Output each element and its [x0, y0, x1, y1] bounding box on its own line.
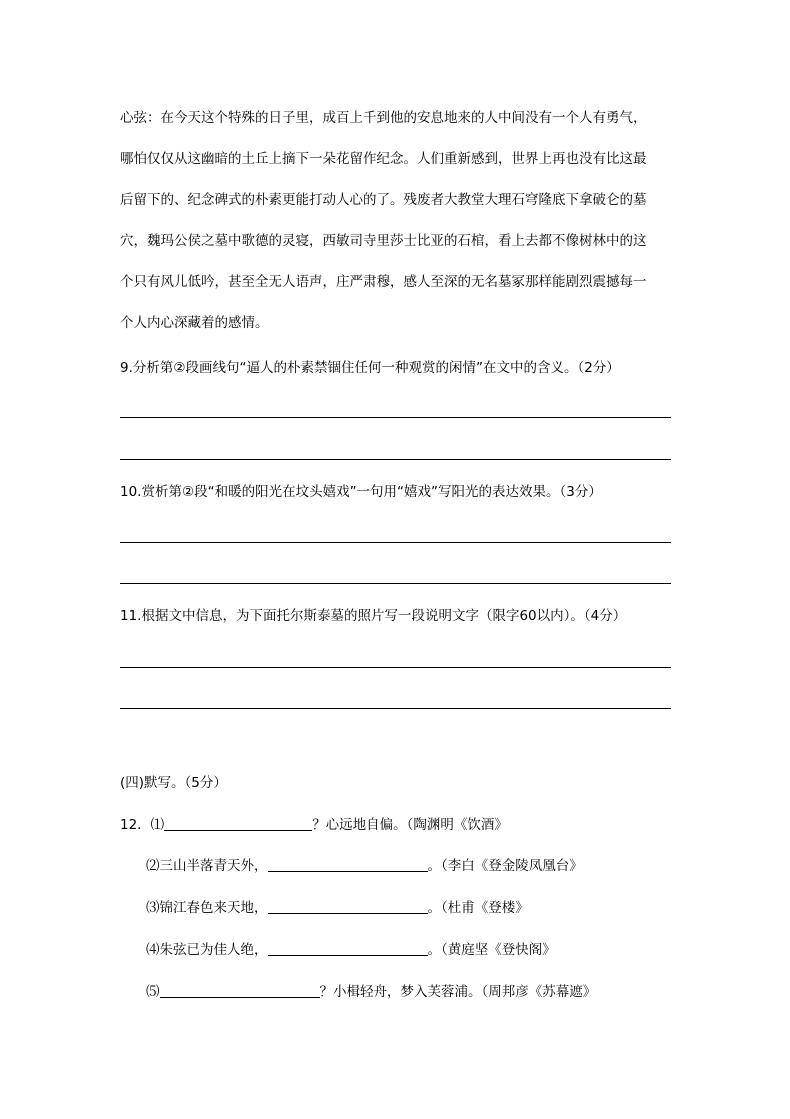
passage-line: 哪怕仅仅从这幽暗的土丘上摘下一朵花留作纪念。人们重新感到，世界上再也没有比这最 — [120, 151, 647, 167]
passage-line: 个只有风儿低吟，甚至全无人语声，庄严肃穆，感人至深的无名墓冢那样能剧烈震撼每一 — [120, 274, 647, 290]
answer-line — [120, 459, 671, 460]
item-prefix: ⑶ — [146, 900, 160, 916]
question-10: 10.赏析第②段“和暖的阳光在坟头嬉戏”一句用“嬉戏”写阳光的表达效果。（3分） — [120, 484, 602, 500]
item-after: 。（黄庭坚《登快阁》 — [427, 942, 556, 958]
answer-line — [120, 583, 671, 584]
passage-line: 心弦：在今天这个特殊的日子里，成百上千到他的安息地来的人中间没有一个人有勇气， — [120, 110, 647, 126]
dictation-item-3 — [146, 898, 529, 918]
question-9: 9.分析第②段画线句“逼人的朴素禁锢住任何一种观赏的闲情”在文中的含义。（2分） — [120, 360, 620, 376]
dictation-item-5 — [146, 982, 596, 1002]
answer-line — [120, 667, 671, 668]
item-prefix: ⑸ — [146, 984, 160, 1000]
fill-blank[interactable] — [268, 899, 428, 914]
fill-blank[interactable] — [268, 941, 428, 956]
answer-line — [120, 542, 671, 543]
dictation-item-1 — [120, 815, 508, 835]
answer-line — [120, 417, 671, 418]
item-before: 三山半落青天外， — [159, 858, 268, 874]
item-prefix: 12．⑴ — [120, 817, 165, 833]
item-after: 。（杜甫《登楼》 — [427, 900, 529, 916]
fill-blank[interactable] — [164, 816, 312, 831]
passage-line: 穴，魏玛公侯之墓中歌德的灵寝，西敏司寺里莎士比亚的石棺，看上去都不像树林中的这 — [120, 233, 647, 249]
item-prefix: ⑵ — [146, 858, 160, 874]
dictation-item-2 — [146, 856, 583, 876]
fill-blank[interactable] — [160, 983, 320, 998]
fill-blank[interactable] — [268, 857, 428, 872]
item-after: 。（李白《登金陵凤凰台》 — [427, 858, 583, 874]
item-after: ？心远地自偏。（陶渊明《饮酒》 — [312, 817, 508, 833]
passage-line: 个人内心深藏着的感情。 — [120, 315, 269, 331]
passage-line: 后留下的、纪念碑式的朴素更能打动人心的了。残废者大教堂大理石穹隆底下拿破仑的墓 — [120, 192, 647, 208]
dictation-item-4 — [146, 940, 556, 960]
section-title: (四)默写。（5分） — [120, 775, 227, 791]
item-before: 朱弦已为佳人绝， — [159, 942, 268, 958]
question-11: 11.根据文中信息，为下面托尔斯泰墓的照片写一段说明文字（限字60以内）。（4分） — [120, 608, 627, 624]
item-before: 锦江春色来天地， — [159, 900, 268, 916]
item-after: ？小楫轻舟，梦入芙蓉浦。（周邦彦《苏幕遮》 — [319, 984, 597, 1000]
item-prefix: ⑷ — [146, 942, 160, 958]
answer-line — [120, 708, 671, 709]
